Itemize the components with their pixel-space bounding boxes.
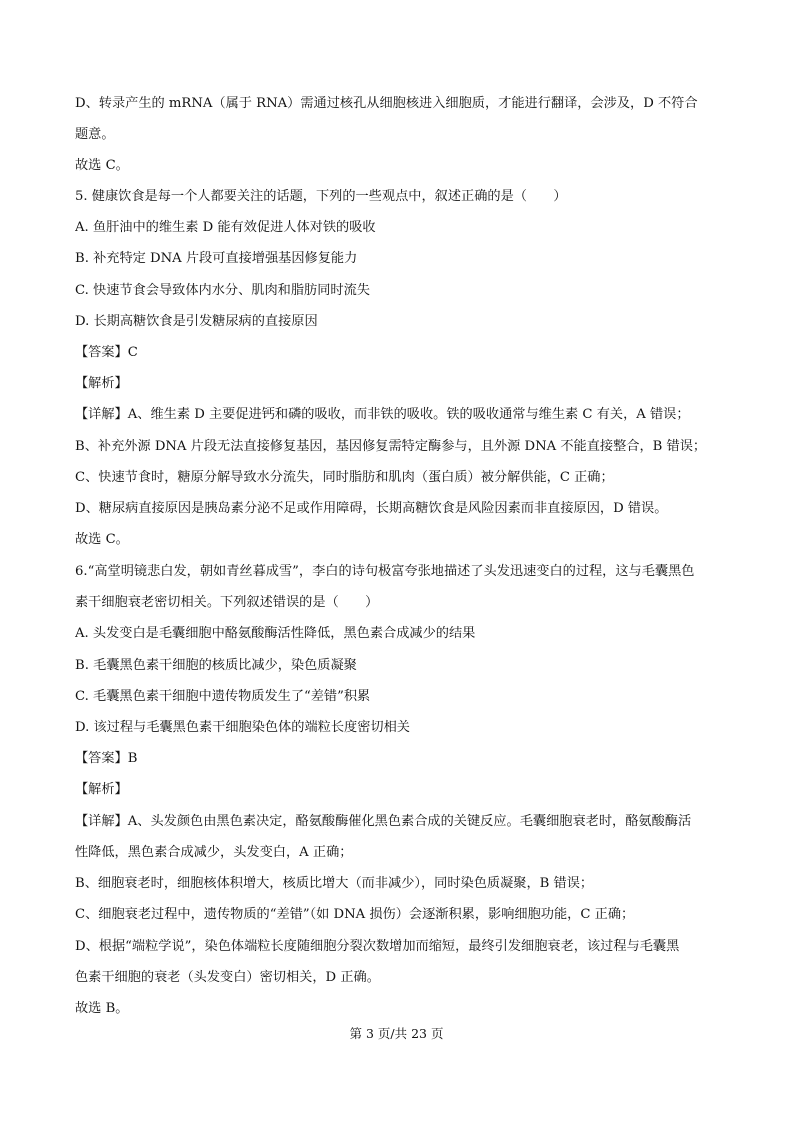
explanation-line: B、细胞衰老时，细胞核体积增大，核质比增大（而非减少），同时染色质凝聚，B 错误；: [75, 876, 594, 891]
explanation-line: 色素干细胞的衰老（头发变白）密切相关，D 正确。: [75, 970, 380, 985]
option-b: B. 补充特定 DNA 片段可直接增强基因修复能力: [75, 251, 358, 266]
explanation-line: C、细胞衰老过程中，遗传物质的“差错”（如 DNA 损伤）会逐渐积累，影响细胞功能，C 正确；: [75, 907, 635, 922]
answer-label: 【答案】C: [75, 345, 138, 360]
option-d: D. 该过程与毛囊黑色素干细胞染色体的端粒长度密切相关: [75, 720, 410, 735]
answer-label: 【答案】B: [75, 751, 138, 766]
explanation-line: C、快速节食时，糖原分解导致水分流失，同时脂肪和肌肉（蛋白质）被分解供能，C 正确；: [75, 470, 614, 485]
option-d: D. 长期高糖饮食是引发糖尿病的直接原因: [75, 314, 318, 329]
explanation-line: B、补充外源 DNA 片段无法直接修复基因，基因修复需特定酶参与，且外源 DNA 不能直接整合，B 错误；: [75, 439, 707, 454]
option-c: C. 毛囊黑色素干细胞中遗传物质发生了“差错”积累: [75, 689, 371, 704]
option-a: A. 鱼肝油中的维生素 D 能有效促进人体对铁的吸收: [75, 220, 376, 235]
text-line: 故选 C。: [75, 158, 129, 173]
question-6-stem: 6.“高堂明镜悲白发，朝如青丝暮成雪”，李白的诗句极富夸张地描述了头发迅速变白的过程，这与毛囊黑色: [75, 564, 695, 579]
analysis-label: 【解析】: [75, 782, 128, 797]
explanation-line: D、根据“端粒学说”，染色体端粒长度随细胞分裂次数增加而缩短，最终引发细胞衰老，该过程与毛囊黑: [75, 939, 680, 954]
option-a: A. 头发变白是毛囊细胞中酪氨酸酶活性降低，黑色素合成减少的结果: [75, 626, 476, 641]
page-footer: 第 3 页/共 23 页: [349, 1026, 444, 1041]
text-line: D、转录产生的 mRNA（属于 RNA）需通过核孔从细胞核进入细胞质，才能进行翻译，会涉及，D 不符合: [75, 96, 698, 111]
analysis-label: 【解析】: [75, 376, 128, 391]
option-b: B. 毛囊黑色素干细胞的核质比减少，染色质凝聚: [75, 658, 357, 673]
text-line: 题意。: [75, 127, 115, 142]
explanation-line: 【详解】A、头发颜色由黑色素决定，酪氨酸酶催化黑色素合成的关键反应。毛囊细胞衰老时，酪氨酸酶活: [75, 814, 692, 829]
explanation-line: 性降低，黑色素合成减少，头发变白，A 正确；: [75, 845, 353, 860]
explanation-line: D、糖尿病直接原因是胰岛素分泌不足或作用障碍，长期高糖饮食是风险因素而非直接原因，D 错误。: [75, 501, 668, 516]
text-line: 故选 C。: [75, 532, 129, 547]
question-5-stem: 5. 健康饮食是每一个人都要关注的话题，下列的一些观点中，叙述正确的是（ ）: [75, 189, 567, 204]
explanation-line: 【详解】A、维生素 D 主要促进钙和磷的吸收，而非铁的吸收。铁的吸收通常与维生素 C 有关，A 错误；: [75, 407, 690, 422]
question-6-stem: 素干细胞衰老密切相关。下列叙述错误的是（ ）: [75, 595, 379, 610]
option-c: C. 快速节食会导致体内水分、肌肉和脂肪同时流失: [75, 283, 370, 298]
text-line: 故选 B。: [75, 1001, 129, 1016]
